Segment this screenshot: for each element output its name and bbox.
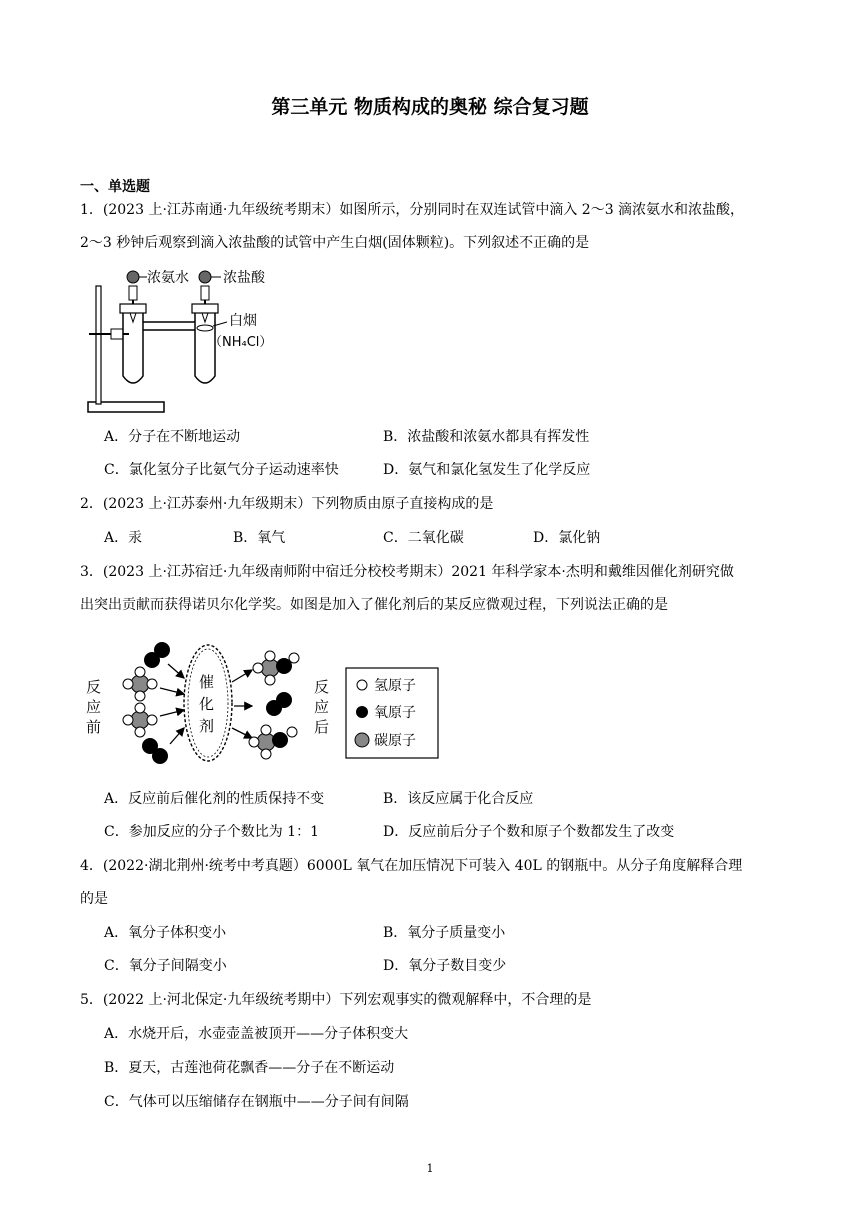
label-formula: （NH₄Cl） [209,335,273,350]
product-molecule-1 [253,651,299,685]
q3-option-c: C．参加反应的分子个数比为 1：1 [104,824,319,840]
svg-text:应: 应 [314,698,330,716]
q3-option-a: A．反应前后催化剂的性质保持不变 [104,791,325,807]
q1-figure-double-test-tube [85,262,295,418]
q1-option-a: A．分子在不断地运动 [104,429,241,445]
methane-molecule-2 [123,703,157,737]
svg-text:前: 前 [86,718,102,736]
q5-option-b: B．夏天，古莲池荷花飘香——分子在不断运动 [104,1060,395,1076]
q4-option-b: B．氧分子质量变小 [383,925,506,941]
q4-stem-line2: 的是 [80,891,108,907]
q1-stem-line1: 1．(2023 上·江苏南通·九年级统考期末）如图所示，分别同时在双连试管中滴入 2～3 滴浓氨水和浓盐酸， [80,202,745,218]
q2-option-a: A．汞 [104,530,143,546]
q3-option-b: B．该反应属于化合反应 [383,791,534,807]
label-hcl: 浓盐酸 [223,270,265,286]
product-molecule-2 [249,725,297,759]
page-title: 第三单元 物质构成的奥秘 综合复习题 [271,96,589,118]
q3-stem-line2: 出突出贡献而获得诺贝尔化学奖。如图是加入了催化剂后的某反应微观过程，下列说法正确的是 [80,597,668,613]
q1-option-b: B．浓盐酸和浓氨水都具有挥发性 [383,429,590,445]
q2-option-c: C．二氧化碳 [383,530,464,546]
svg-text:后: 后 [314,718,330,736]
svg-text:催: 催 [199,673,215,691]
q2-option-b: B．氧气 [233,530,286,546]
svg-text:应: 应 [86,698,102,716]
svg-text:剂: 剂 [199,717,215,735]
q1-stem-line2: 2～3 秒钟后观察到滴入浓盐酸的试管中产生白烟(固体颗粒)。下列叙述不正确的是 [80,235,590,251]
section-heading: 一、单选题 [80,179,150,195]
q5-stem: 5．(2022 上·河北保定·九年级统考期中）下列宏观事实的微观解释中，不合理的是 [80,992,592,1008]
q3-stem-line1: 3．(2023 上·江苏宿迁·九年级南师附中宿迁分校校考期末）2021 年科学家本·杰明和戴维因催化剂研究做 [80,564,734,580]
label-smoke: 白烟 [229,313,257,329]
label-ammonia: 浓氨水 [147,270,189,286]
q5-option-a: A．水烧开后，水壶壶盖被顶开——分子体积变大 [104,1026,409,1042]
q4-stem-line1: 4．(2022·湖北荆州·统考中考真题）6000L 氧气在加压情况下可装入 40L 的钢瓶中。从分子角度解释合理 [80,858,743,874]
q4-option-c: C．氧分子间隔变小 [104,958,227,974]
q2-stem: 2．(2023 上·江苏泰州·九年级期末）下列物质由原子直接构成的是 [80,496,494,512]
legend-box [346,668,438,758]
svg-text:氢原子: 氢原子 [374,678,416,694]
svg-text:反: 反 [314,678,330,696]
q1-option-c: C．氯化氢分子比氨气分子运动速率快 [104,462,339,478]
q3-option-d: D．反应前后分子个数和原子个数都发生了改变 [383,824,675,840]
page-number: 1 [426,1162,434,1175]
q1-option-d: D．氨气和氯化氢发生了化学反应 [383,462,591,478]
q5-option-c: C．气体可以压缩储存在钢瓶中——分子间有间隔 [104,1094,409,1110]
svg-text:氧原子: 氧原子 [374,705,416,721]
svg-text:碳原子: 碳原子 [374,733,416,749]
q4-option-d: D．氧分子数目变少 [383,958,507,974]
svg-text:反: 反 [86,678,102,696]
svg-text:化: 化 [199,695,215,713]
q3-figure-reaction-micro-process [80,628,450,774]
q4-option-a: A．氧分子体积变小 [104,925,227,941]
methane-molecule-1 [123,667,157,701]
q2-option-d: D．氯化钠 [533,530,601,546]
